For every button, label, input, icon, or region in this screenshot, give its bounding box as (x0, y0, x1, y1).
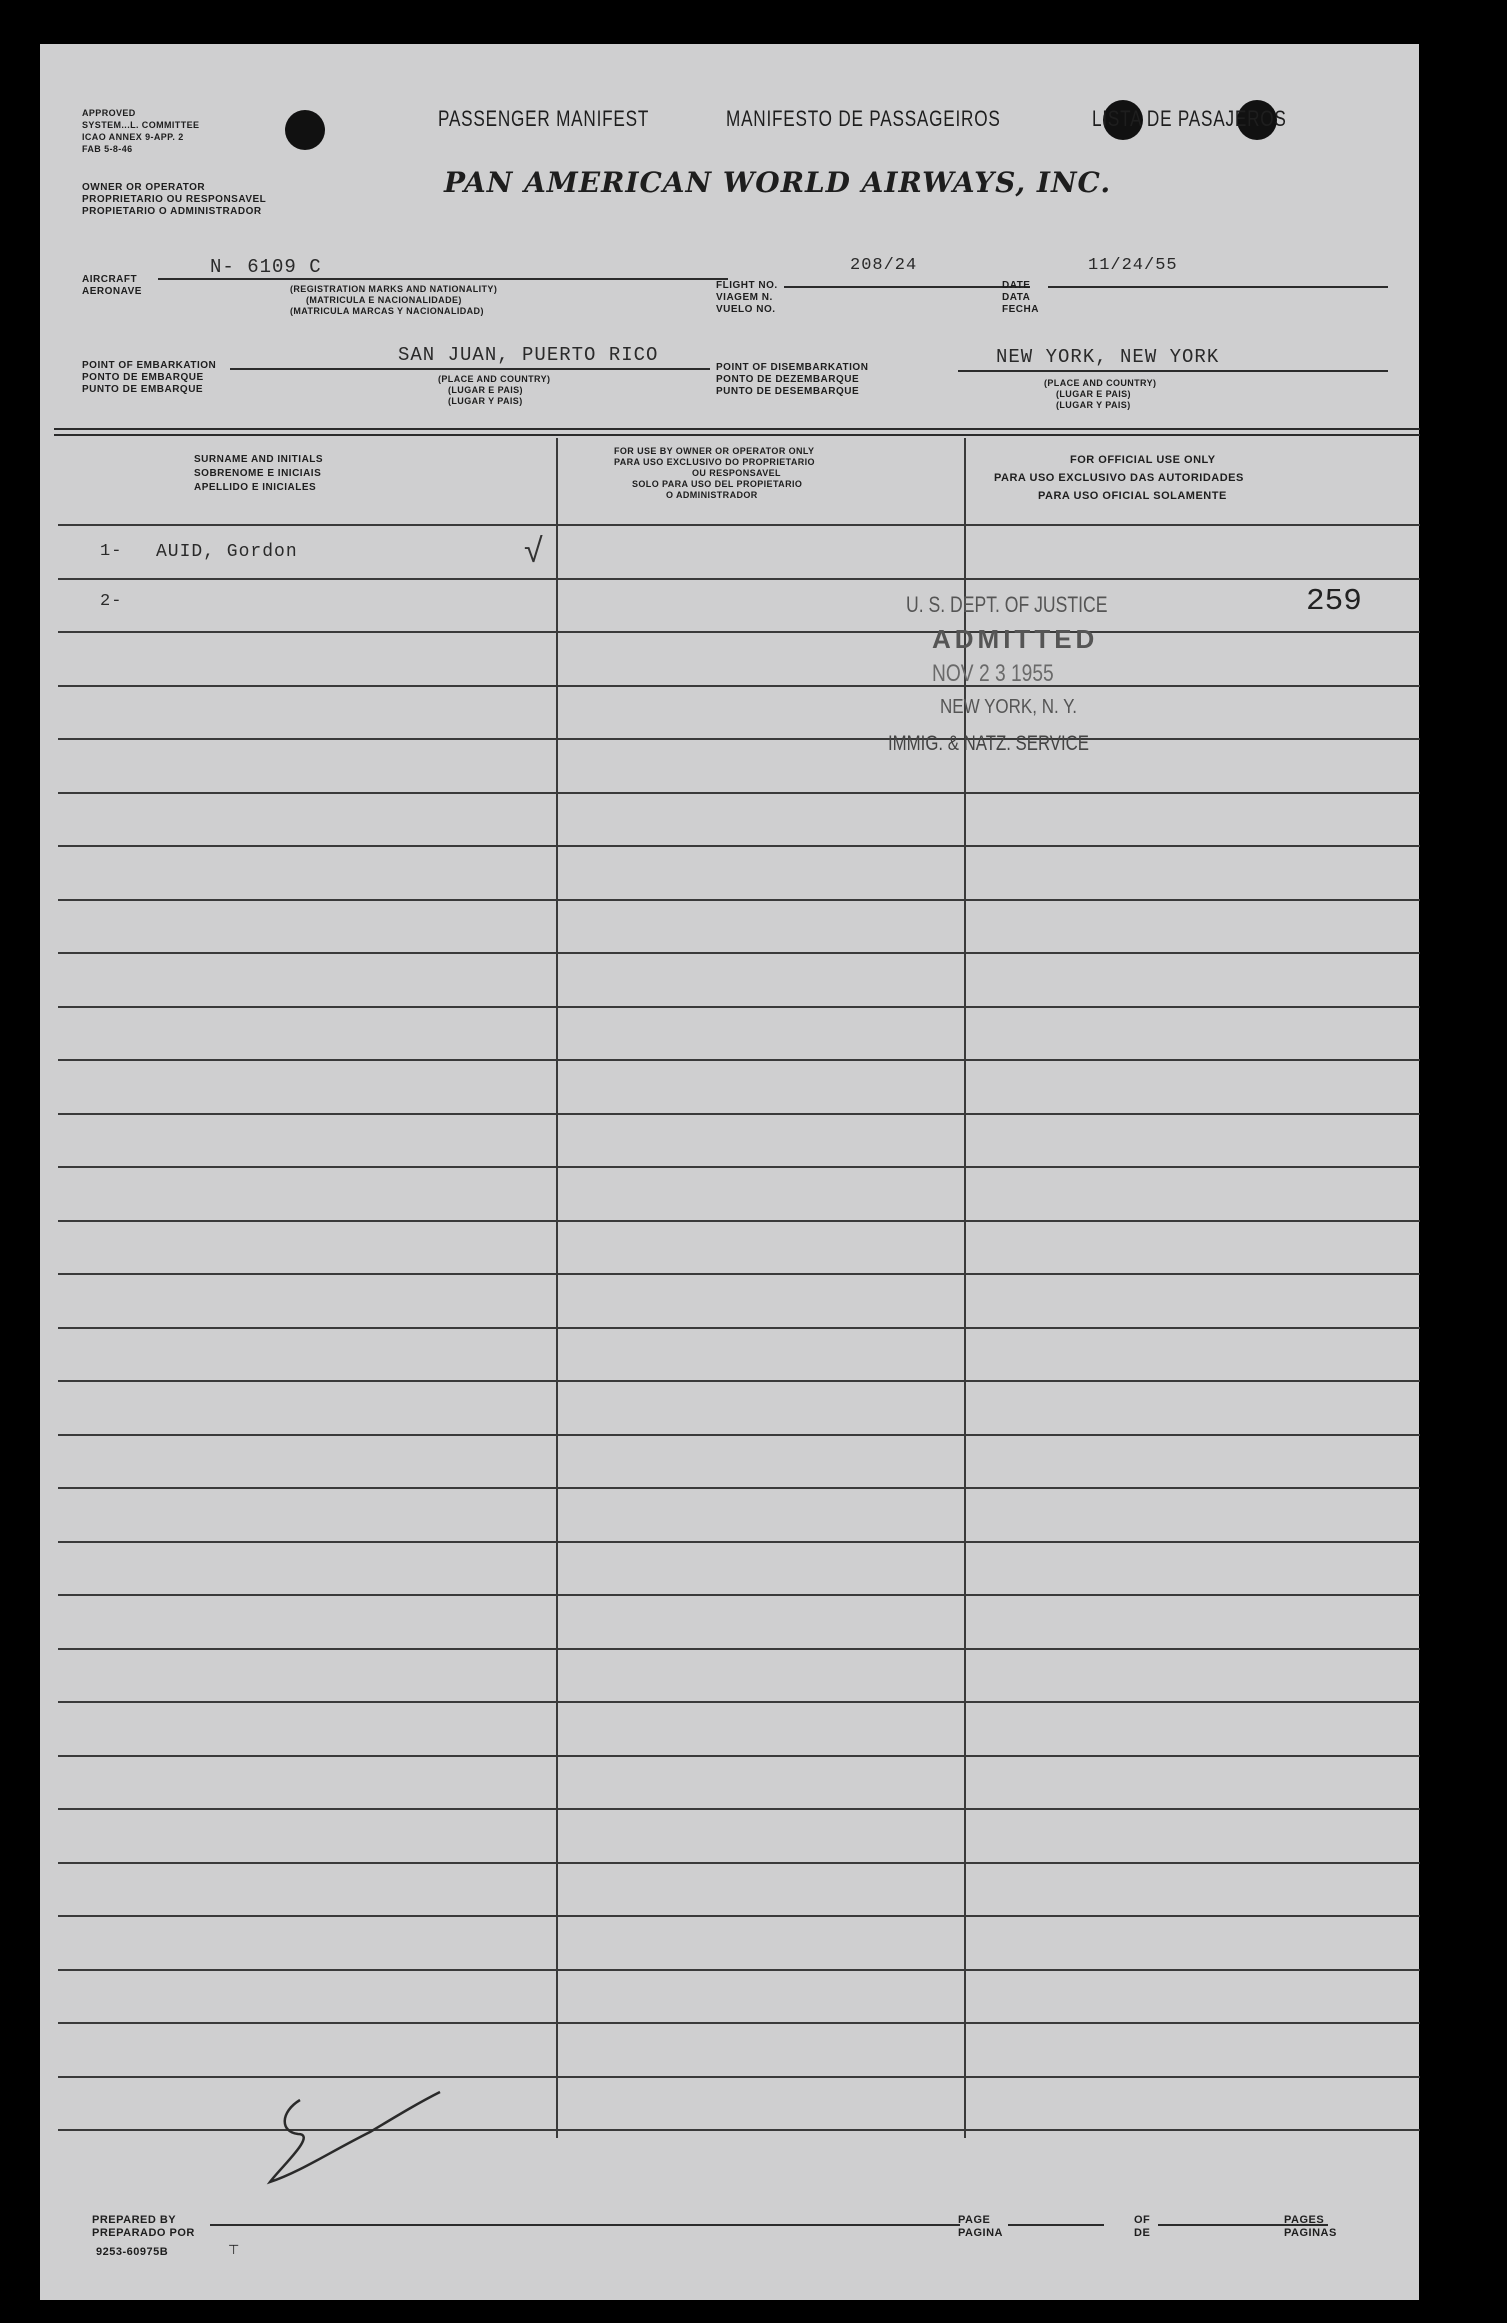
row-rule (58, 1327, 1420, 1329)
stamp-line-4: NEW YORK, N. Y. (940, 696, 1077, 718)
disembark-label-en: POINT OF DISEMBARKATION (716, 362, 869, 373)
disembark-hint-2: (LUGAR E PAIS) (1056, 389, 1131, 399)
col1-header-1: SURNAME AND INITIALS (194, 454, 324, 465)
handwritten-mark (240, 2072, 460, 2192)
row-rule (58, 952, 1420, 954)
page-label-pt: PAGINA (958, 2227, 1003, 2239)
row-rule (58, 685, 1420, 687)
row-rule (58, 1434, 1420, 1436)
row-rule (58, 1648, 1420, 1650)
col2-header-1: FOR USE BY OWNER OR OPERATOR ONLY (614, 446, 815, 456)
form-number: 9253-60975B (96, 2246, 169, 2258)
row-rule (58, 1166, 1420, 1168)
col3-header-1: FOR OFFICIAL USE ONLY (1070, 454, 1216, 466)
owner-label-en: OWNER OR OPERATOR (82, 182, 206, 193)
operator-name: PAN AMERICAN WORLD AIRWAYS, INC. (444, 166, 1112, 199)
prepared-label-pt: PREPARADO POR (92, 2227, 195, 2239)
embark-label-en: POINT OF EMBARKATION (82, 360, 217, 371)
col3-header-2: PARA USO EXCLUSIVO DAS AUTORIDADES (994, 472, 1244, 484)
title-pt: MANIFESTO DE PASSAGEIROS (726, 106, 1001, 131)
approval-line-3: ICAO ANNEX 9-APP. 2 (82, 132, 184, 142)
row-rule (58, 738, 1420, 740)
owner-label-pt: PROPRIETARIO OU RESPONSAVEL (82, 194, 267, 205)
title-en: PASSENGER MANIFEST (438, 106, 650, 131)
row-rule (58, 1755, 1420, 1757)
approval-line-1: APPROVED (82, 108, 136, 118)
date-label-es: FECHA (1002, 304, 1039, 315)
col2-header-4: SOLO PARA USO DEL PROPIETARIO (632, 479, 803, 489)
of-label-en: OF (1134, 2214, 1151, 2226)
owner-label-es: PROPIETARIO O ADMINISTRADOR (82, 206, 262, 217)
flight-label-es: VUELO NO. (716, 304, 776, 315)
aircraft-label-pt: AERONAVE (82, 286, 142, 297)
embark-label-es: PUNTO DE EMBARQUE (82, 384, 204, 395)
row-rule (58, 524, 1420, 526)
aircraft-hint-1: (REGISTRATION MARKS AND NATIONALITY) (290, 284, 498, 294)
row-rule (58, 1059, 1420, 1061)
row-rule (58, 845, 1420, 847)
disembark-label-pt: PONTO DE DEZEMBARQUE (716, 374, 860, 385)
row-rule (58, 631, 1420, 633)
embark-underline (230, 368, 710, 370)
row-1-name: AUID, Gordon (156, 542, 298, 562)
date-label-en: DATE (1002, 280, 1031, 291)
pages-label-pt: PAGINAS (1284, 2227, 1337, 2239)
row-rule (58, 1006, 1420, 1008)
stamp-line-2: ADMITTED (932, 624, 1099, 654)
row-rule (58, 1541, 1420, 1543)
date-label-pt: DATA (1002, 292, 1031, 303)
aircraft-label-en: AIRCRAFT (82, 274, 138, 285)
column-divider-2 (964, 438, 966, 2138)
disembark-underline (958, 370, 1388, 372)
date-underline (1048, 286, 1388, 288)
col1-header-2: SOBRENOME E INICIAIS (194, 468, 322, 479)
aircraft-underline (158, 278, 728, 280)
row-rule (58, 1594, 1420, 1596)
disembark-label-es: PUNTO DE DESEMBARQUE (716, 386, 860, 397)
row-rule (58, 1380, 1420, 1382)
row-rule (58, 792, 1420, 794)
embark-hint-3: (LUGAR Y PAIS) (448, 396, 523, 406)
row-rule (58, 1273, 1420, 1275)
embark-hint-1: (PLACE AND COUNTRY) (438, 374, 551, 384)
approval-line-2: SYSTEM...L. COMMITTEE (82, 120, 200, 130)
row-rule (58, 1220, 1420, 1222)
col3-header-3: PARA USO OFICIAL SOLAMENTE (1038, 490, 1227, 502)
flight-value: 208/24 (850, 256, 918, 275)
aircraft-hint-3: (MATRICULA MARCAS Y NACIONALIDAD) (290, 306, 484, 316)
row-rule (58, 899, 1420, 901)
aircraft-hint-2: (MATRICULA E NACIONALIDADE) (306, 295, 462, 305)
row-2-number: 2- (100, 592, 123, 611)
approval-line-4: FAB 5-8-46 (82, 144, 133, 154)
embark-value: SAN JUAN, PUERTO RICO (398, 344, 659, 366)
row-rule (58, 1915, 1420, 1917)
date-value: 11/24/55 (1088, 256, 1178, 275)
col2-header-5: O ADMINISTRADOR (666, 490, 758, 500)
row-1-checkmark: √ (524, 532, 543, 570)
of-label-pt: DE (1134, 2227, 1151, 2239)
prepared-label-en: PREPARED BY (92, 2214, 177, 2226)
punch-hole (285, 110, 325, 150)
col1-header-3: APELLIDO E INICIALES (194, 482, 317, 493)
embark-label-pt: PONTO DE EMBARQUE (82, 372, 204, 383)
disembark-hint-1: (PLACE AND COUNTRY) (1044, 378, 1157, 388)
page-underline (1008, 2224, 1104, 2226)
flight-underline (784, 286, 1030, 288)
stamp-number: 259 (1306, 584, 1362, 619)
aircraft-value: N- 6109 C (210, 256, 322, 278)
row-rule (58, 1862, 1420, 1864)
handwritten-label (276, 2090, 277, 2091)
stamp-line-1: U. S. DEPT. OF JUSTICE (906, 592, 1108, 617)
row-rule (58, 1808, 1420, 1810)
row-rule (58, 1113, 1420, 1115)
col2-header-3: OU RESPONSAVEL (692, 468, 781, 478)
disembark-hint-3: (LUGAR Y PAIS) (1056, 400, 1131, 410)
pages-label-en: PAGES (1284, 2214, 1325, 2226)
row-rule (58, 578, 1420, 580)
page-label-en: PAGE (958, 2214, 991, 2226)
title-es: LISTA DE PASAJEROS (1092, 106, 1287, 131)
table-top-rule-2 (54, 434, 1420, 436)
column-divider-1 (556, 438, 558, 2138)
manifest-sheet (40, 44, 1419, 2300)
flight-label-en: FLIGHT NO. (716, 280, 778, 291)
disembark-value: NEW YORK, NEW YORK (996, 346, 1220, 368)
form-symbol-icon: ⊤ (228, 2242, 240, 2257)
embark-hint-2: (LUGAR E PAIS) (448, 385, 523, 395)
col2-header-2: PARA USO EXCLUSIVO DO PROPRIETARIO (614, 457, 815, 467)
table-top-rule (54, 428, 1420, 430)
row-rule (58, 2022, 1420, 2024)
flight-label-pt: VIAGEM N. (716, 292, 773, 303)
stamp-line-3: NOV 2 3 1955 (932, 660, 1054, 687)
stamp-line-5: IMMIG. & NATZ. SERVICE (888, 732, 1090, 755)
row-rule (58, 1969, 1420, 1971)
row-rule (58, 1487, 1420, 1489)
row-1-number: 1- (100, 542, 123, 561)
prepared-underline (210, 2224, 960, 2226)
row-rule (58, 1701, 1420, 1703)
